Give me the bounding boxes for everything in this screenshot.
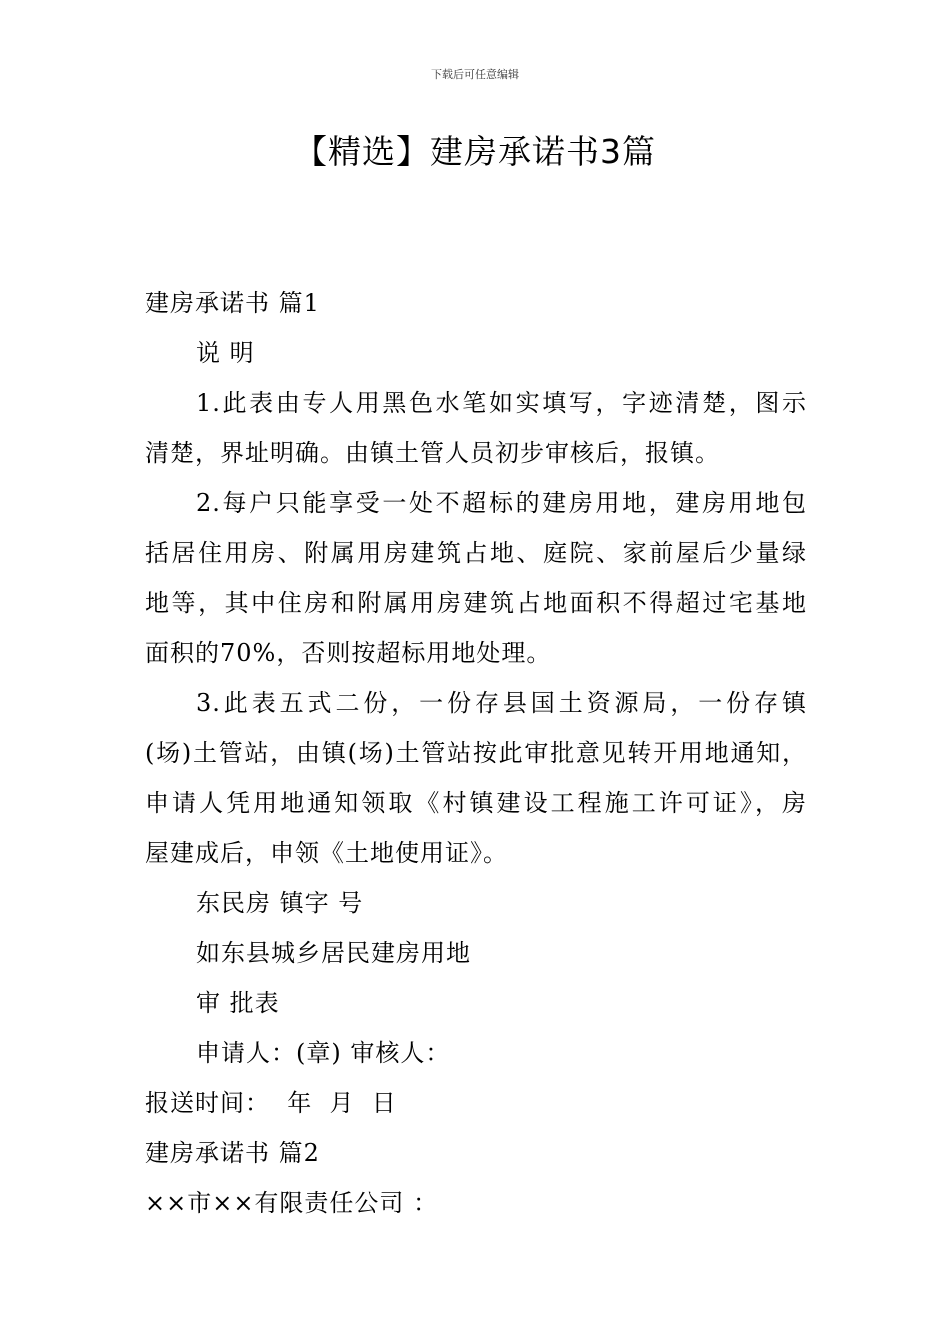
paragraph-line: 括居住用房、附属用房建筑占地、庭院、家前屋后少量绿 (145, 539, 807, 567)
document-number-line: 东民房 镇字 号 (196, 889, 364, 917)
paragraph-line: 地等，其中住房和附属用房建筑占地面积不得超过宅基地 (145, 589, 807, 617)
paragraph-line: 面积的70%，否则按超标用地处理。 (145, 639, 552, 667)
date-line: 报送时间： 年 月 日 (145, 1089, 397, 1117)
paragraph-line: 屋建成后，申领《土地使用证》。 (145, 839, 508, 867)
paragraph-line: 清楚，界址明确。由镇土管人员初步审核后，报镇。 (145, 439, 720, 467)
header-note: 下载后可任意编辑 (431, 68, 519, 81)
document-title: 【精选】建房承诺书3篇 (294, 132, 656, 171)
paragraph-line: 1.此表由专人用黑色水笔如实填写，字迹清楚，图示 (196, 389, 807, 417)
paragraph-line: 2.每户只能享受一处不超标的建房用地，建房用地包 (196, 489, 807, 517)
paragraph-line: 申请人凭用地通知领取《村镇建设工程施工许可证》，房 (145, 789, 807, 817)
form-title-line: 审 批表 (196, 989, 280, 1017)
form-title-line: 如东县城乡居民建房用地 (196, 939, 471, 967)
paragraph-line: 3.此表五式二份，一份存县国土资源局，一份存镇 (196, 689, 807, 717)
signature-line: 申请人：(章) 审核人： (196, 1039, 451, 1067)
section-heading-2: 建房承诺书 篇2 (145, 1139, 320, 1167)
explanation-heading: 说 明 (196, 339, 255, 367)
paragraph-line: (场)土管站，由镇(场)土管站按此审批意见转开用地通知， (145, 739, 807, 767)
addressee-line: ××市××有限责任公司 ： (145, 1189, 439, 1217)
section-heading-1: 建房承诺书 篇1 (145, 289, 320, 317)
